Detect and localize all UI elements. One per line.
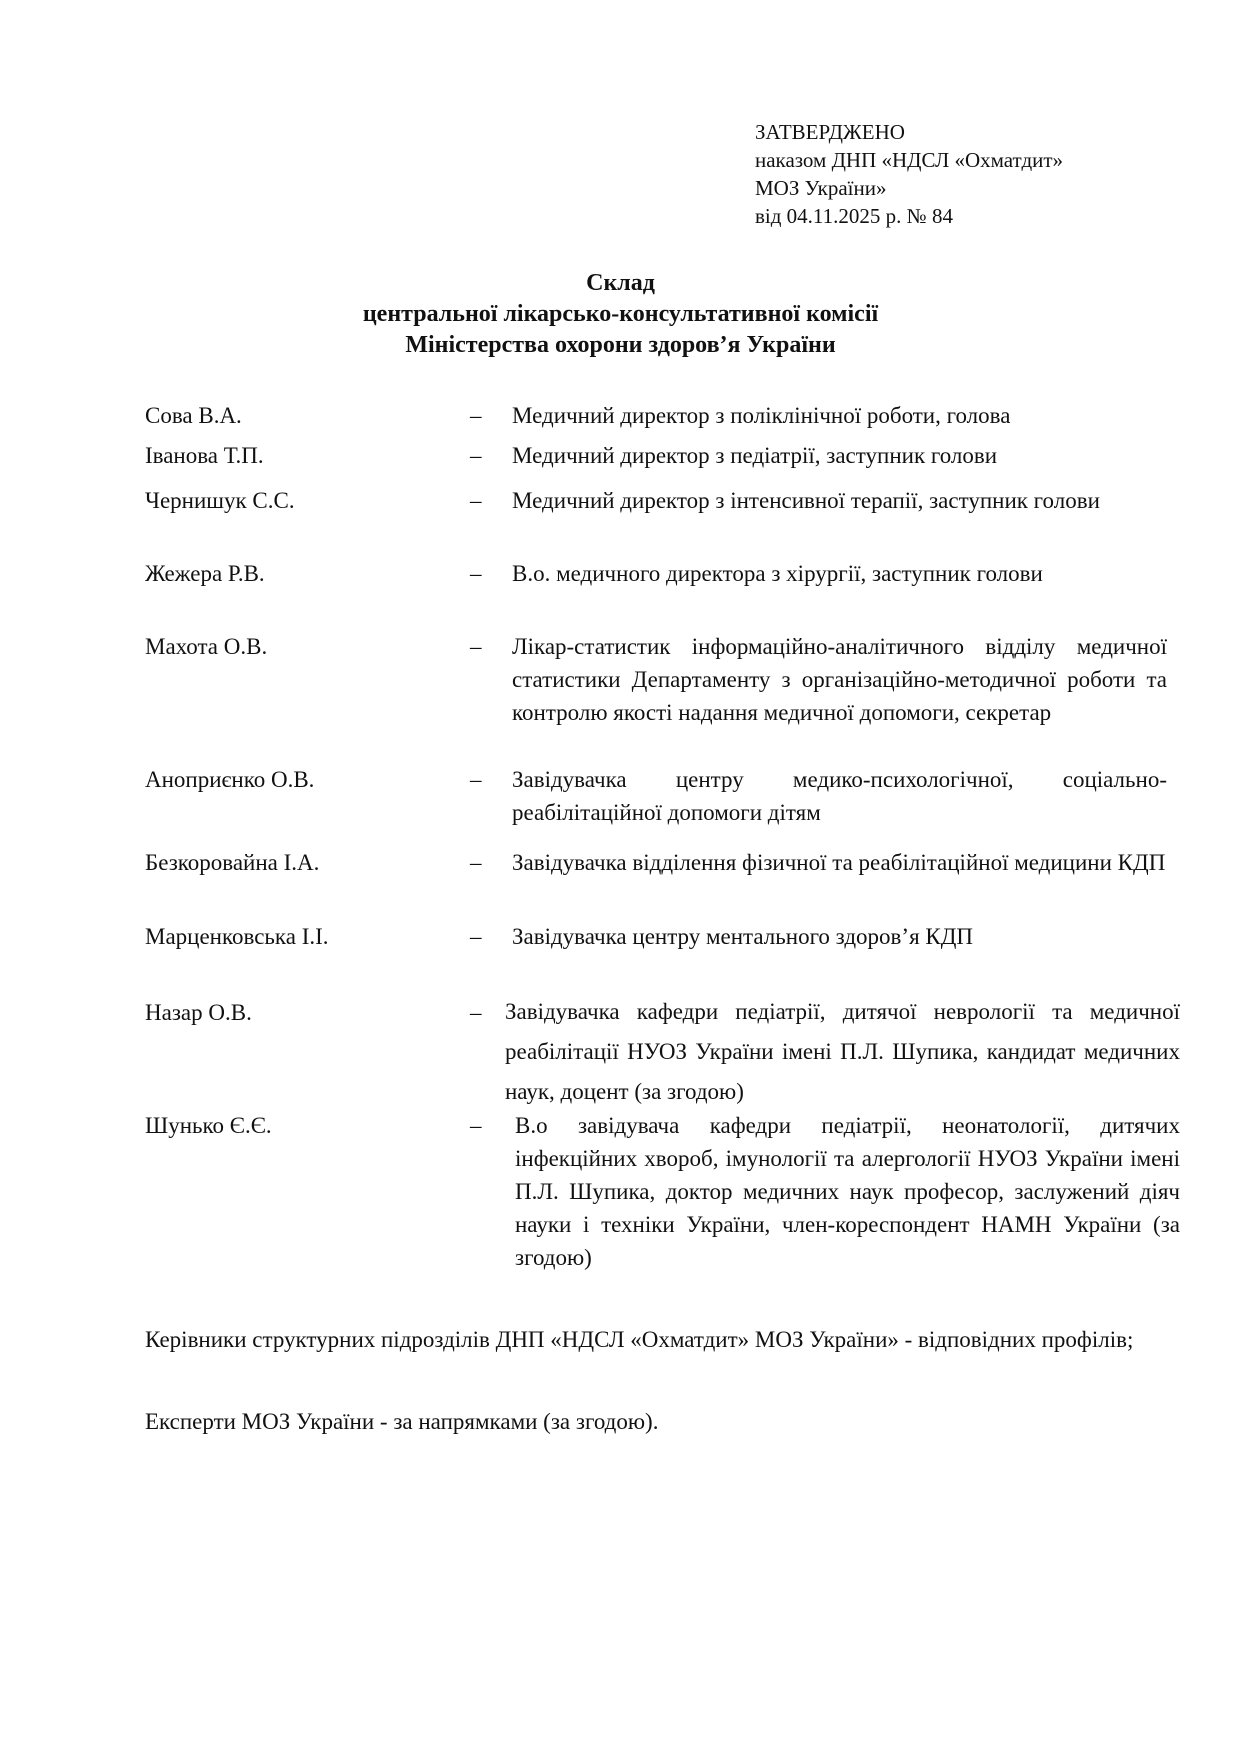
approval-heading: ЗАТВЕРДЖЕНО — [755, 120, 905, 144]
member-dash: – — [470, 850, 482, 875]
member-name: Аноприєнко О.В. — [145, 767, 315, 792]
member-role: Завідувачка кафедри педіатрії, дитячої неврології та медичної реабілітації НУОЗ України імені П.Л. Шупика, кандидат медичних наук, доцент (за згодою) — [505, 999, 1180, 1104]
member-role: Медичний директор з інтенсивної терапії, заступник голови — [512, 488, 1100, 513]
member-name: Шунько Є.Є. — [145, 1113, 272, 1138]
member-dash: – — [470, 561, 482, 586]
approval-stamp — [755, 118, 1063, 230]
member-dash: – — [470, 403, 482, 428]
approval-date: від 04.11.2025 р. № 84 — [755, 204, 953, 228]
member-role: Медичний директор з педіатрії, заступник голови — [512, 443, 998, 468]
member-role: Завідувачка центру медико-психологічної, соціально-реабілітаційної допомоги дітям — [512, 767, 1167, 825]
member-role: Лікар-статистик інформаційно-аналітичного відділу медичної статистики Департаменту з організаційно-методичної роботи та контролю якості надання медичної допомоги, секретар — [512, 634, 1167, 725]
approval-ministry: МОЗ України» — [755, 176, 887, 200]
member-role: Завідувачка відділення фізичної та реабілітаційної медицини КДП — [512, 850, 1166, 875]
member-role: В.о завідувача кафедри педіатрії, неонатології, дитячих інфекційних хвороб, імунології та алергології НУОЗ України імені П.Л. Шупика, доктор медичних наук професор, заслужений діяч науки і техніки України, член-кореспондент НАМН України (за згодою) — [515, 1113, 1180, 1270]
title-line-2: центральної лікарсько-консультативної комісії — [362, 301, 879, 327]
title-line-1: Склад — [586, 270, 655, 296]
member-name: Назар О.В. — [145, 1000, 252, 1025]
structural-heads-note: Керівники структурних підрозділів ДНП «НДСЛ «Охматдит» МОЗ України» - відповідних профілів; — [145, 1327, 1134, 1352]
member-dash: – — [470, 1000, 482, 1025]
member-dash: – — [470, 924, 482, 949]
document-title — [0, 268, 1241, 361]
member-name: Жежера Р.В. — [145, 561, 265, 586]
experts-note: Експерти МОЗ України - за напрямками (за згодою). — [145, 1409, 659, 1434]
member-dash: – — [470, 767, 482, 792]
member-dash: – — [470, 443, 482, 468]
member-name: Сова В.А. — [145, 403, 242, 428]
member-name: Безкоровайна І.А. — [145, 850, 320, 875]
title-line-3: Міністерства охорони здоров’я України — [405, 332, 836, 358]
member-dash: – — [470, 488, 482, 513]
approval-order: наказом ДНП «НДСЛ «Охматдит» — [755, 148, 1064, 172]
member-name: Чернишук С.С. — [145, 488, 295, 513]
member-dash: – — [470, 1113, 482, 1138]
member-dash: – — [470, 634, 482, 659]
member-name: Іванова Т.П. — [145, 443, 264, 468]
member-name: Махота О.В. — [145, 634, 268, 659]
member-name: Марценковська І.І. — [145, 924, 329, 949]
member-role: Медичний директор з поліклінічної роботи, голова — [512, 403, 1011, 428]
member-role: В.о. медичного директора з хірургії, заступник голови — [512, 561, 1043, 586]
member-role: Завідувачка центру ментального здоров’я КДП — [512, 924, 974, 949]
